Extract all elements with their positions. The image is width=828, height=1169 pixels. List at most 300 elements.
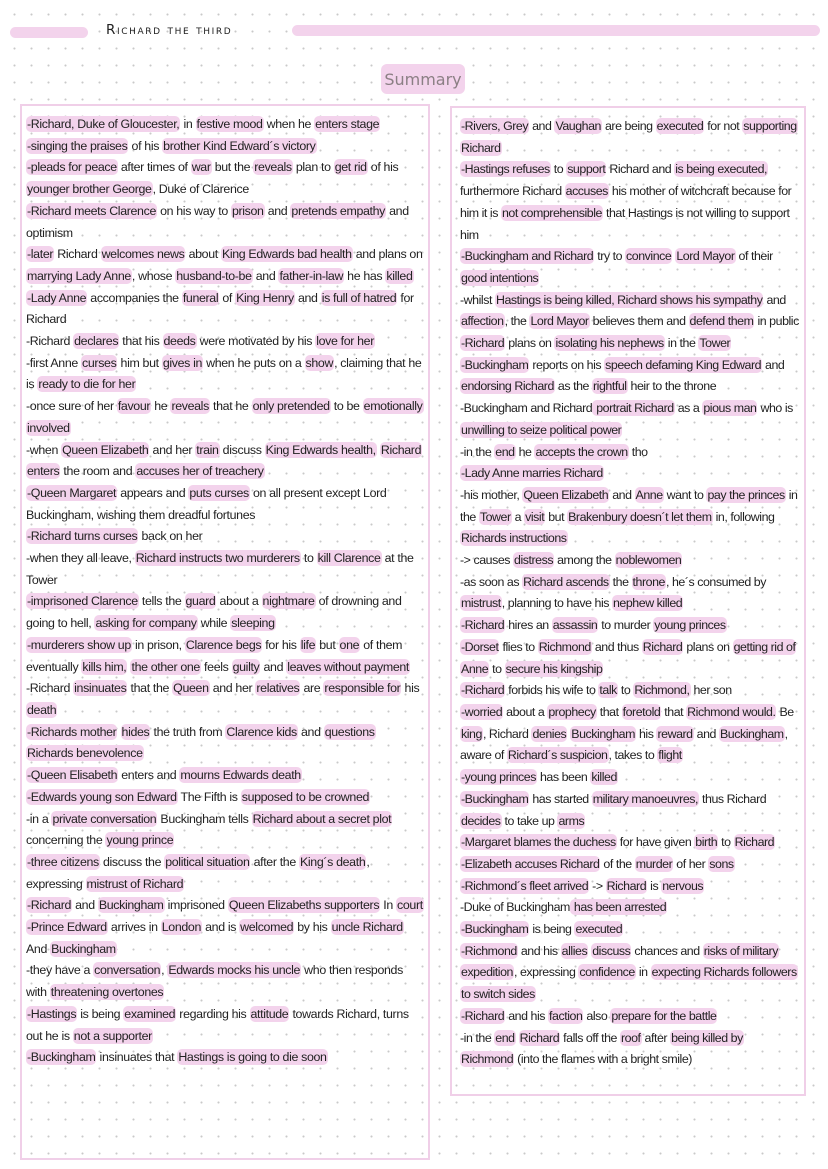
summary-entry <box>460 159 800 246</box>
plain-text: -once sure of her <box>26 399 117 414</box>
highlighted-phrase: -Lady Anne marries Richard <box>461 466 603 481</box>
highlighted-phrase: Anne <box>635 487 663 502</box>
plain-text: -as soon as <box>460 574 523 589</box>
highlighted-phrase: not a supporter <box>73 1028 152 1043</box>
highlighted-phrase: kills him, <box>82 659 127 674</box>
highlighted-phrase: -worried <box>461 704 503 719</box>
plain-text: arrives in <box>107 920 161 935</box>
highlighted-phrase: one <box>339 637 360 652</box>
plain-text: and <box>294 290 321 305</box>
plain-text: her son <box>690 683 732 698</box>
plain-text: , he´s consumed by <box>665 574 766 589</box>
highlighted-phrase: -Queen Elisabeth <box>27 768 118 783</box>
highlighted-phrase: prophecy <box>548 704 596 719</box>
highlighted-phrase: -later <box>27 247 54 262</box>
plain-text: the room and <box>60 464 136 479</box>
plain-text: Buckingham tells <box>157 811 252 826</box>
summary-entry <box>460 897 800 919</box>
summary-entry <box>26 591 424 634</box>
summary-entry <box>26 157 424 200</box>
plain-text: for Richard <box>26 290 414 327</box>
plain-text: furthermore Richard <box>460 184 565 199</box>
highlighted-phrase: assassin <box>552 618 598 633</box>
highlighted-phrase: -Richard meets Clarence <box>27 203 156 218</box>
plain-text: as the <box>554 379 592 394</box>
highlighted-phrase: -Richard <box>461 336 505 351</box>
plain-text: of his <box>128 138 163 153</box>
summary-entry <box>460 876 800 898</box>
plain-text: for his <box>262 637 300 652</box>
plain-text: he has <box>344 268 386 283</box>
title-highlight-left <box>10 27 88 38</box>
plain-text: feels <box>200 659 232 674</box>
plain-text: his <box>635 726 657 741</box>
highlighted-phrase: -pleads for peace <box>27 160 117 175</box>
highlighted-phrase: executed <box>656 119 704 133</box>
plain-text: but <box>545 509 568 524</box>
summary-entry <box>26 288 424 331</box>
highlighted-phrase: roof <box>621 1030 641 1045</box>
plain-text: and her <box>209 681 256 696</box>
highlighted-phrase: -Prince Edward <box>27 920 107 935</box>
summary-entry <box>460 398 800 441</box>
summary-entry <box>26 678 424 721</box>
plain-text: him but <box>117 355 162 370</box>
plain-text: are <box>300 681 324 696</box>
highlighted-phrase: King´s death <box>299 854 366 869</box>
highlighted-phrase: favour <box>117 399 151 414</box>
plain-text: of the <box>600 856 635 871</box>
highlighted-phrase: Tower <box>699 336 731 351</box>
highlighted-phrase: flight <box>658 748 682 763</box>
highlighted-phrase: Richard instructs two murderers <box>135 551 300 566</box>
plain-text: when he puts on a <box>203 355 305 370</box>
left-summary-column <box>20 104 430 1160</box>
plain-text: is being <box>77 1006 124 1021</box>
summary-entry <box>26 526 424 548</box>
plain-text: about a <box>216 594 262 609</box>
highlighted-phrase: -Margaret blames the duchess <box>461 835 616 850</box>
plain-text: also <box>583 1008 611 1023</box>
summary-entry <box>460 442 800 464</box>
plain-text: that he <box>209 399 252 414</box>
plain-text: plans on <box>505 336 555 351</box>
highlighted-phrase: -Dorset <box>461 639 499 654</box>
plain-text: falls off the <box>560 1030 620 1045</box>
highlighted-phrase: uncle Richard <box>331 920 403 935</box>
plain-text: after the <box>250 854 299 869</box>
plain-text: concerning the <box>26 833 106 848</box>
highlighted-phrase: Richmond would. <box>687 704 776 719</box>
highlighted-phrase: visit <box>525 509 545 524</box>
highlighted-phrase: expecting Richards followers to switch sides <box>461 965 797 1002</box>
plain-text: and his <box>517 943 561 958</box>
plain-text: to <box>718 835 734 850</box>
highlighted-phrase: welcomes news <box>101 247 185 262</box>
plain-text: about <box>185 247 221 262</box>
highlighted-phrase: -Buckingham <box>27 1050 96 1065</box>
summary-entry <box>460 789 800 832</box>
plain-text: of them eventually <box>26 637 403 674</box>
highlighted-phrase: responsible for <box>324 681 401 696</box>
highlighted-phrase: reveals <box>171 399 209 414</box>
highlighted-phrase: executed <box>575 922 623 937</box>
plain-text: of <box>219 290 236 305</box>
highlighted-phrase: Tower <box>479 509 511 524</box>
highlighted-phrase: Richard <box>606 878 647 893</box>
plain-text: who is <box>757 401 793 416</box>
highlighted-phrase: welcomed <box>240 920 294 935</box>
plain-text: , claiming that he is <box>26 355 422 392</box>
highlighted-phrase: reward <box>657 726 693 741</box>
plain-text: that <box>596 704 622 719</box>
highlighted-phrase: allies <box>561 943 588 958</box>
highlighted-phrase: insinuates <box>74 681 127 696</box>
highlighted-phrase: the other one <box>131 659 200 674</box>
summary-entry <box>460 355 800 398</box>
plain-text: -whilst <box>460 292 495 307</box>
highlighted-phrase: examined <box>124 1006 176 1021</box>
highlighted-phrase: -Buckingham and Richard <box>461 249 594 264</box>
summary-entry <box>460 615 800 637</box>
plain-text: -Richard <box>26 681 74 696</box>
highlighted-phrase: Hastings is being killed, Richard shows his sympathy <box>495 292 763 307</box>
plain-text: that <box>661 704 687 719</box>
plain-text: after <box>641 1030 671 1045</box>
plain-text: tho <box>628 444 648 459</box>
highlighted-phrase: -Richard turns curses <box>27 529 138 544</box>
highlighted-phrase: accepts the crown <box>535 444 628 459</box>
plain-text: is <box>647 878 662 893</box>
highlighted-phrase: conversation <box>94 963 161 978</box>
plain-text: who then responds with <box>26 963 403 1000</box>
plain-text: want to <box>663 487 707 502</box>
highlighted-phrase: noblewomen <box>615 553 682 568</box>
plain-text: of drowning and going to hell, <box>26 594 402 631</box>
plain-text: -first Anne <box>26 355 82 370</box>
highlighted-phrase: -Richard <box>461 1008 505 1023</box>
highlighted-phrase: -Hastings refuses <box>461 162 550 177</box>
plain-text: his <box>401 681 420 696</box>
highlighted-phrase: -Hastings <box>27 1006 77 1021</box>
highlighted-phrase: foretold <box>622 704 661 719</box>
highlighted-phrase: Edwards mocks his uncle <box>168 963 301 978</box>
highlighted-phrase: -Rivers, Grey <box>461 119 529 133</box>
plain-text: -Buckingham and Richard <box>460 401 593 416</box>
highlighted-phrase: risks of military expedition <box>461 943 778 980</box>
highlighted-phrase: King Henry <box>236 290 294 305</box>
highlighted-phrase: killed <box>386 268 413 283</box>
summary-entry <box>26 895 424 917</box>
highlighted-phrase: nightmare <box>262 594 315 609</box>
highlighted-phrase: -young princes <box>461 770 536 785</box>
highlighted-phrase: not comprehensible <box>501 205 602 220</box>
plain-text: accompanies the <box>87 290 182 305</box>
plain-text: Be <box>776 704 794 719</box>
summary-entry <box>460 1006 800 1028</box>
highlighted-phrase: deeds <box>163 334 196 349</box>
plain-text: flies to <box>499 639 538 654</box>
highlighted-phrase: pious man <box>703 401 757 416</box>
highlighted-phrase: gives in <box>162 355 203 370</box>
summary-entry <box>26 765 424 787</box>
plain-text: when he <box>263 117 315 131</box>
highlighted-phrase: enters stage <box>315 117 380 131</box>
plain-text: but the <box>211 160 254 175</box>
highlighted-phrase: love for her <box>316 334 374 349</box>
highlighted-phrase: asking for company <box>95 616 197 631</box>
highlighted-phrase: guilty <box>232 659 260 674</box>
plain-text: is being <box>529 922 575 937</box>
highlighted-phrase: father-in-law <box>279 268 344 283</box>
plain-text: insinuates that <box>96 1050 178 1065</box>
plain-text: about a <box>503 704 548 719</box>
highlighted-phrase: -murderers show up <box>27 637 131 652</box>
highlighted-phrase: support <box>567 162 606 177</box>
highlighted-phrase: is full of hatred <box>321 290 397 305</box>
highlighted-phrase: political situation <box>165 854 250 869</box>
plain-text: are being <box>601 119 656 133</box>
highlighted-phrase: Lord Mayor <box>530 314 589 329</box>
highlighted-phrase: only pretended <box>252 399 330 414</box>
plain-text: and <box>252 268 279 283</box>
plain-text: and <box>609 487 635 502</box>
highlighted-phrase: birth <box>695 835 718 850</box>
highlighted-phrase: funeral <box>182 290 219 305</box>
highlighted-phrase: good intentions <box>461 270 539 285</box>
plain-text: -in the <box>460 444 495 459</box>
summary-entry <box>26 852 424 895</box>
highlighted-phrase: military manoeuvres, <box>592 791 699 806</box>
plain-text: -when <box>26 442 62 457</box>
plain-text: and <box>763 292 786 307</box>
plain-text: and <box>693 726 719 741</box>
plain-text: imprisoned <box>164 898 228 913</box>
summary-entry <box>26 201 424 244</box>
highlighted-phrase: -three citizens <box>27 854 99 869</box>
summary-entry <box>26 396 424 439</box>
highlighted-phrase: -Buckingham <box>461 791 529 806</box>
highlighted-phrase: arms <box>558 813 585 828</box>
summary-entry <box>26 787 424 809</box>
highlighted-phrase: accuses <box>565 184 608 199</box>
plain-text: in the <box>664 336 699 351</box>
highlighted-phrase: declares <box>74 334 119 349</box>
plain-text: has been <box>536 770 591 785</box>
highlighted-phrase: Hastings is going to die soon <box>178 1050 327 1065</box>
right-entries <box>452 116 804 1071</box>
highlighted-phrase: Clarence kids <box>226 724 297 739</box>
highlighted-phrase: -Richard <box>27 898 72 913</box>
plain-text: and is <box>202 920 240 935</box>
highlighted-phrase: mistrust of Richard <box>86 876 184 891</box>
plain-text: discuss <box>219 442 265 457</box>
plain-text: has started <box>529 791 592 806</box>
highlighted-phrase: convince <box>626 249 672 264</box>
plain-text: and <box>264 203 291 218</box>
summary-entry <box>26 114 424 136</box>
plain-text: his mother of witchcraft because for him it is <box>460 184 792 220</box>
summary-entry <box>460 333 800 355</box>
plain-text: were motivated by his <box>196 334 316 349</box>
highlighted-phrase: pretends empathy <box>291 203 386 218</box>
summary-entry <box>26 331 424 353</box>
plain-text: And <box>26 941 51 956</box>
highlighted-phrase: endorsing Richard <box>461 379 554 394</box>
highlighted-phrase: guard <box>185 594 216 609</box>
plain-text: in <box>180 117 196 131</box>
highlighted-phrase: nephew killed <box>612 596 683 611</box>
summary-entry <box>26 809 424 852</box>
highlighted-phrase: Queen <box>173 681 209 696</box>
highlighted-phrase: confidence <box>579 965 635 980</box>
highlighted-phrase: war <box>191 160 211 175</box>
plain-text: among the <box>554 553 615 568</box>
document-title: Richard the third <box>106 22 233 38</box>
highlighted-phrase: leaves without payment <box>287 659 410 674</box>
plain-text: -> causes <box>460 553 514 568</box>
highlighted-phrase: decides <box>461 813 501 828</box>
plain-text: -his mother, <box>460 487 523 502</box>
summary-entry <box>460 572 800 615</box>
plain-text: and thus <box>591 639 642 654</box>
highlighted-phrase: Queen Elizabeth <box>523 487 609 502</box>
highlighted-phrase: -Elizabeth accuses Richard <box>461 856 600 871</box>
highlighted-phrase: -Edwards young son Edward <box>27 789 177 804</box>
plain-text: to <box>550 162 567 177</box>
summary-entry <box>26 136 424 158</box>
highlighted-phrase: -singing the praises <box>27 138 128 153</box>
highlighted-phrase: threatening overtones <box>50 985 164 1000</box>
highlighted-phrase: life <box>300 637 316 652</box>
highlighted-phrase: King Edwards bad health <box>221 247 352 262</box>
summary-entry <box>26 1047 424 1069</box>
highlighted-phrase: talk <box>599 683 617 698</box>
plain-text: at the Tower <box>26 551 414 587</box>
highlighted-phrase: end <box>495 444 515 459</box>
plain-text: discuss the <box>99 854 165 869</box>
plain-text: hires an <box>505 618 552 633</box>
plain-text: and <box>529 119 555 133</box>
highlighted-phrase: defend them <box>689 314 754 329</box>
plain-text: in <box>635 965 651 980</box>
highlighted-phrase: emotionally involved <box>27 399 423 435</box>
highlighted-phrase: young princes <box>654 618 726 633</box>
highlighted-phrase: Queen Elizabeths supporters <box>228 898 380 913</box>
plain-text: back on her <box>138 529 203 544</box>
highlighted-phrase: ready to die for her <box>38 377 136 392</box>
plain-text: after times of <box>117 160 191 175</box>
plain-text: as a <box>674 401 703 416</box>
summary-entry <box>460 246 800 289</box>
highlighted-phrase: puts curses <box>189 485 249 500</box>
summary-entry <box>460 702 800 767</box>
highlighted-phrase: supposed to be crowned <box>241 789 370 804</box>
highlighted-phrase: Richard about a secret plot <box>252 811 392 826</box>
plain-text: he <box>151 399 171 414</box>
highlighted-phrase: mourns Edwards death <box>180 768 301 783</box>
plain-text: regarding his <box>176 1006 250 1021</box>
summary-entry <box>26 244 424 287</box>
plain-text: to <box>300 551 317 566</box>
plain-text: while <box>197 616 231 631</box>
highlighted-phrase: being killed by <box>671 1030 743 1045</box>
summary-entry <box>26 440 424 483</box>
highlighted-phrase: Richards instructions <box>461 531 567 546</box>
plain-text: forbids his wife to <box>505 683 599 698</box>
plain-text: by his <box>294 920 331 935</box>
highlighted-phrase: -Queen Margaret <box>27 485 117 500</box>
highlighted-phrase: kill Clarence <box>317 551 381 566</box>
summary-entry <box>26 960 424 1003</box>
highlighted-phrase: Richards benevolence <box>27 746 143 761</box>
highlighted-phrase: prepare for the battle <box>611 1008 717 1023</box>
highlighted-phrase: private conversation <box>52 811 157 826</box>
highlighted-phrase: marrying Lady Anne <box>27 268 131 283</box>
plain-text: for not <box>704 119 743 133</box>
highlighted-phrase: attitude <box>250 1006 289 1021</box>
highlighted-phrase: pay the princes <box>707 487 785 502</box>
plain-text: in prison, <box>131 637 185 652</box>
highlighted-phrase: speech defaming King Edward <box>605 357 762 372</box>
plain-text: -they have a <box>26 963 94 978</box>
highlighted-phrase: Brakenbury doesn´t let them <box>568 509 712 524</box>
summary-entry <box>26 635 424 678</box>
plain-text: plans on <box>683 639 733 654</box>
highlighted-phrase: murder <box>635 856 673 871</box>
plain-text: -Duke of Buckingham <box>460 900 570 915</box>
highlighted-phrase: court <box>397 898 423 913</box>
plain-text: chances and <box>631 943 703 958</box>
plain-text: and optimism <box>26 203 409 240</box>
plain-text: , aware of <box>460 726 788 763</box>
highlighted-phrase: King Edwards health, <box>265 442 376 457</box>
highlighted-phrase: London <box>161 920 202 935</box>
highlighted-phrase: accuses her of treachery <box>136 464 264 479</box>
plain-text: to murder <box>598 618 654 633</box>
highlighted-phrase: -Richmond´s fleet arrived <box>461 878 589 893</box>
plain-text: appears and <box>117 485 189 500</box>
plain-text: , takes to <box>608 748 658 763</box>
plain-text: and her <box>149 442 196 457</box>
highlighted-phrase: king <box>461 726 482 741</box>
summary-entry <box>460 485 800 550</box>
plain-text: -when they all leave, <box>26 551 135 566</box>
highlighted-phrase: sleeping <box>231 616 275 631</box>
highlighted-phrase: distress <box>514 553 554 568</box>
summary-entry <box>460 550 800 572</box>
plain-text: and <box>72 898 98 913</box>
highlighted-phrase: festive mood <box>196 117 263 131</box>
highlighted-phrase: show <box>305 355 334 370</box>
highlighted-phrase: Vaughan <box>555 119 601 133</box>
highlighted-phrase: train <box>196 442 219 457</box>
highlighted-phrase: husband-to-be <box>176 268 252 283</box>
summary-entry <box>460 116 800 159</box>
plain-text: , whose <box>131 268 176 283</box>
highlighted-phrase: -Richard <box>461 618 505 633</box>
highlighted-phrase: faction <box>549 1008 583 1023</box>
summary-heading: Summary <box>381 64 465 94</box>
highlighted-phrase: -Lady Anne <box>27 290 87 305</box>
plain-text: that his <box>119 334 163 349</box>
plain-text: plan to <box>292 160 334 175</box>
highlighted-phrase: Buckingham <box>719 726 784 741</box>
highlighted-phrase: has been arrested <box>570 900 667 915</box>
highlighted-phrase: portrait Richard <box>593 401 674 416</box>
highlighted-phrase: denies <box>532 726 567 741</box>
right-summary-column <box>450 106 806 1096</box>
